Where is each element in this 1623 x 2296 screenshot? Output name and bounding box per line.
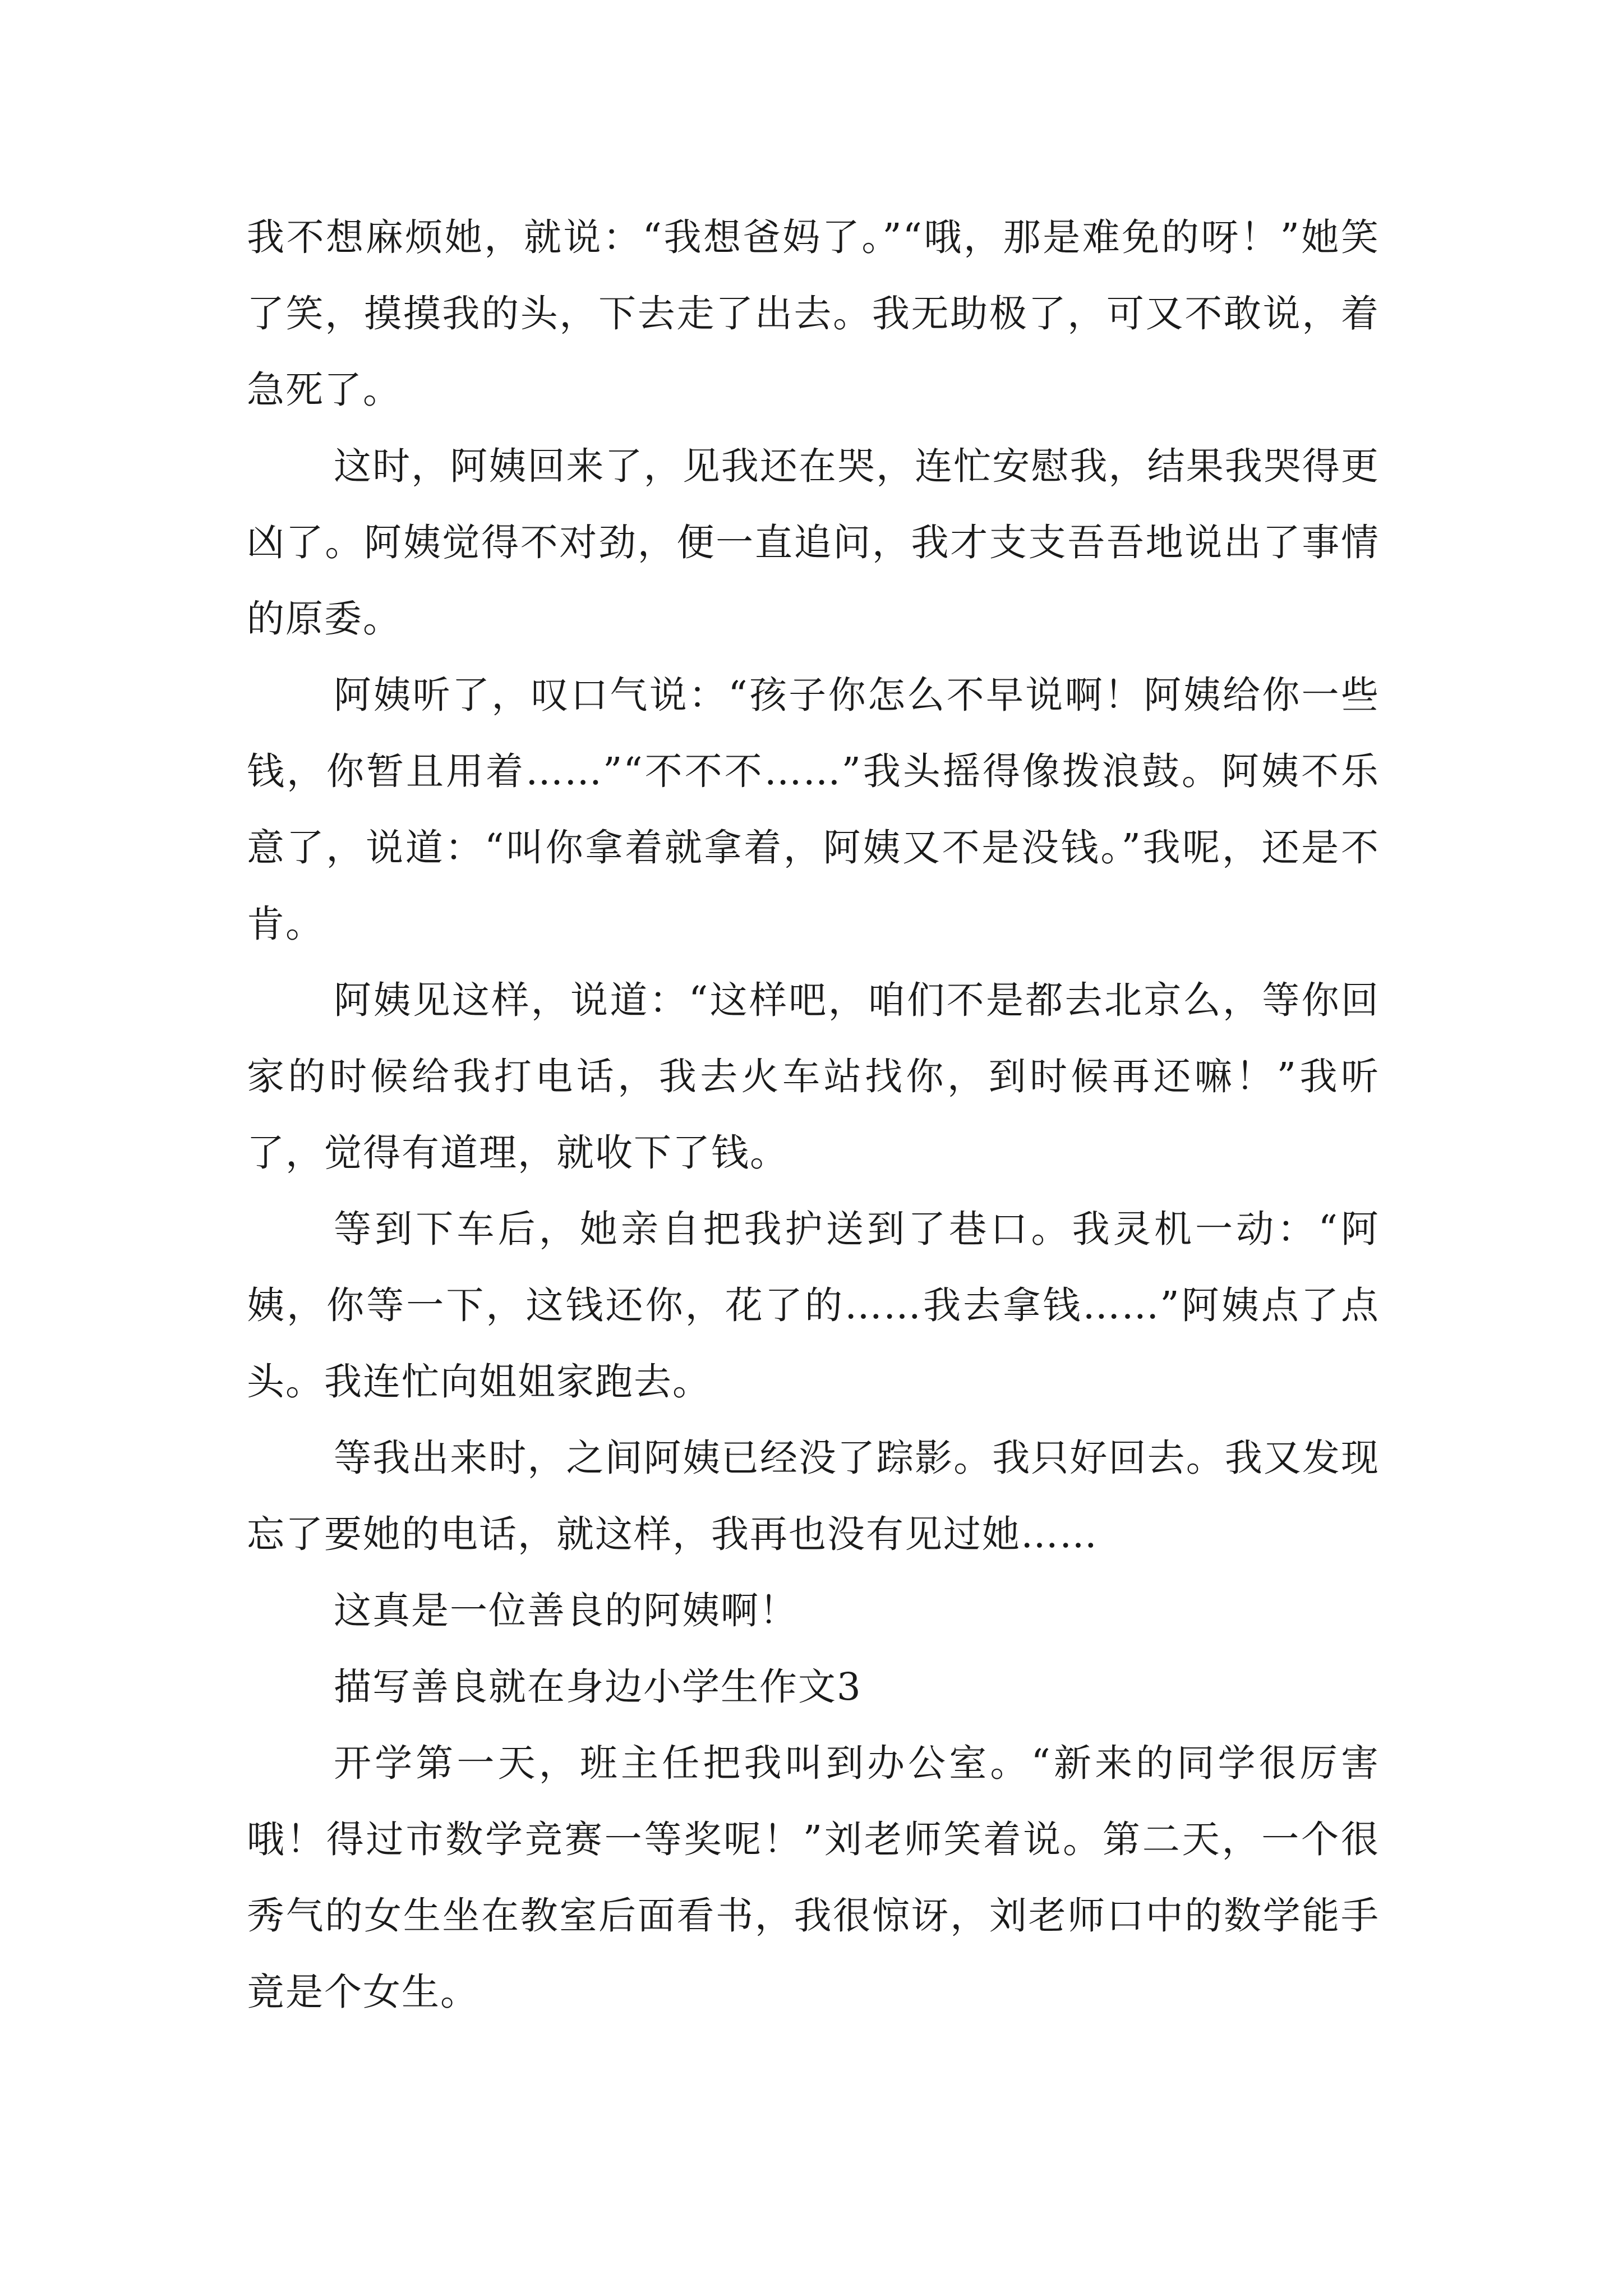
paragraph-8: 开学第一天，班主任把我叫到办公室。“新来的同学很厉害哦！得过市数学竞赛一等奖呢！”刘老师笑着说。第二天，一个很秀气的女生坐在教室后面看书，我很惊讶，刘老师口中的数学能手竟是个女生。 [247,1741,1380,2014]
paragraph-7: 这真是一位善良的阿姨啊！ [334,1589,798,1632]
paragraph-2: 这时，阿姨回来了，见我还在哭，连忙安慰我，结果我哭得更凶了。阿姨觉得不对劲，便一直追问，我才支支吾吾地说出了事情的原委。 [247,444,1380,641]
paragraph-6: 等我出来时，之间阿姨已经没了踪影。我只好回去。我又发现忘了要她的电话，就这样，我再也没有见过她…… [247,1436,1380,1556]
paragraph-4: 阿姨见这样，说道：“这样吧，咱们不是都去北京么，等你回家的时候给我打电话，我去火车站找你，到时候再还嘛！”我听了，觉得有道理，就收下了钱。 [247,978,1380,1175]
paragraph-3: 阿姨听了，叹口气说：“孩子你怎么不早说啊！阿姨给你一些钱，你暂且用着……”“不不不……”我头摇得像拨浪鼓。阿姨不乐意了，说道：“叫你拿着就拿着，阿姨又不是没钱。”我呢，还是不肯。 [247,673,1380,946]
document-body [247,199,1380,2030]
section-heading: 描写善良就在身边小学生作文3 [334,1665,862,1709]
paragraph-1: 我不想麻烦她，就说：“我想爸妈了。”“哦，那是难免的呀！”她笑了笑，摸摸我的头，下去走了出去。我无助极了，可又不敢说，着急死了。 [247,215,1380,412]
paragraph-5: 等到下车后，她亲自把我护送到了巷口。我灵机一动：“阿姨，你等一下，这钱还你，花了的……我去拿钱……”阿姨点了点头。我连忙向姐姐家跑去。 [247,1207,1380,1404]
